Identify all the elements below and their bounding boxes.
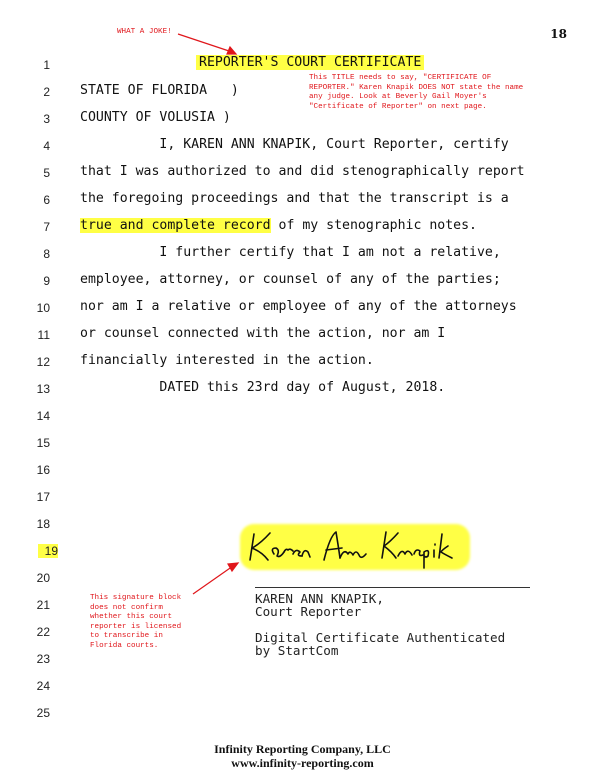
reporter-name: KAREN ANN KNAPIK, [255, 591, 384, 606]
signature-line [255, 587, 530, 588]
line-number: 12 [36, 355, 50, 369]
line-number: 25 [36, 706, 50, 720]
line-number: 15 [36, 436, 50, 450]
line-number: 22 [36, 625, 50, 639]
certificate-auth-line: Digital Certificate Authenticated [255, 630, 506, 645]
page-number: 18 [550, 27, 567, 41]
body-line: employee, attorney, or counsel of any of the parties; [80, 272, 501, 287]
line-number: 18 [36, 517, 50, 531]
line-number: 9 [43, 274, 50, 288]
handwritten-signature [240, 524, 470, 570]
body-line: or counsel connected with the action, nor am I [80, 326, 446, 341]
arrow-to-signature [193, 563, 238, 594]
body-line: that I was authorized to and did stenographically report [80, 164, 525, 179]
line-number: 4 [43, 139, 50, 153]
line-number: 16 [36, 463, 50, 477]
body-line: I, KAREN ANN KNAPIK, Court Reporter, certify [80, 137, 509, 152]
body-line: financially interested in the action. [80, 353, 374, 368]
line-number: 6 [43, 193, 50, 207]
body-line: I further certify that I am not a relative, [80, 245, 501, 260]
footer-url: www.infinity-reporting.com [231, 756, 374, 770]
body-line: the foregoing proceedings and that the transcript is a [80, 191, 509, 206]
line-number: 14 [36, 409, 50, 423]
certificate-title: REPORTER'S COURT CERTIFICATE [196, 55, 424, 70]
line-number-highlighted: 19 [38, 544, 58, 558]
line-number: 2 [43, 85, 50, 99]
line-number: 8 [43, 247, 50, 261]
title-annotation: This TITLE needs to say, "CERTIFICATE OF REPORTER." Karen Knapik DOES NOT state the name any judge. Look at Beverly Gail Moyer's "Certificate of Reporter" on next page. [309, 74, 524, 111]
line-number: 7 [43, 220, 50, 234]
reporter-role: Court Reporter [255, 604, 362, 619]
county-line: COUNTY OF VOLUSIA ) [80, 110, 231, 125]
line-number: 13 [36, 382, 50, 396]
line-number: 11 [37, 328, 50, 342]
line-number: 23 [36, 652, 50, 666]
line-number: 20 [36, 571, 50, 585]
line-number: 3 [43, 112, 50, 126]
signature-annotation: This signature block does not confirm whether this court reporter is licensed to transcribe in Florida courts. [90, 594, 182, 650]
line-number: 24 [36, 679, 50, 693]
line-number: 21 [36, 598, 50, 612]
line-number: 1 [43, 58, 50, 72]
line-number: 5 [43, 166, 50, 180]
dated-line: DATED this 23rd day of August, 2018. [80, 380, 446, 395]
line-number: 10 [36, 301, 50, 315]
state-line: STATE OF FLORIDA ) [80, 83, 239, 98]
arrow-to-title [178, 34, 236, 54]
certificate-auth-provider: by StartCom [255, 643, 339, 658]
footer-company: Infinity Reporting Company, LLC [214, 742, 391, 756]
highlighted-phrase: true and complete record [80, 218, 271, 233]
joke-annotation: WHAT A JOKE! [117, 28, 172, 36]
line-number: 17 [36, 490, 50, 504]
body-line: nor am I a relative or employee of any of the attorneys [80, 299, 517, 314]
body-line-rest: of my stenographic notes. [270, 218, 477, 233]
